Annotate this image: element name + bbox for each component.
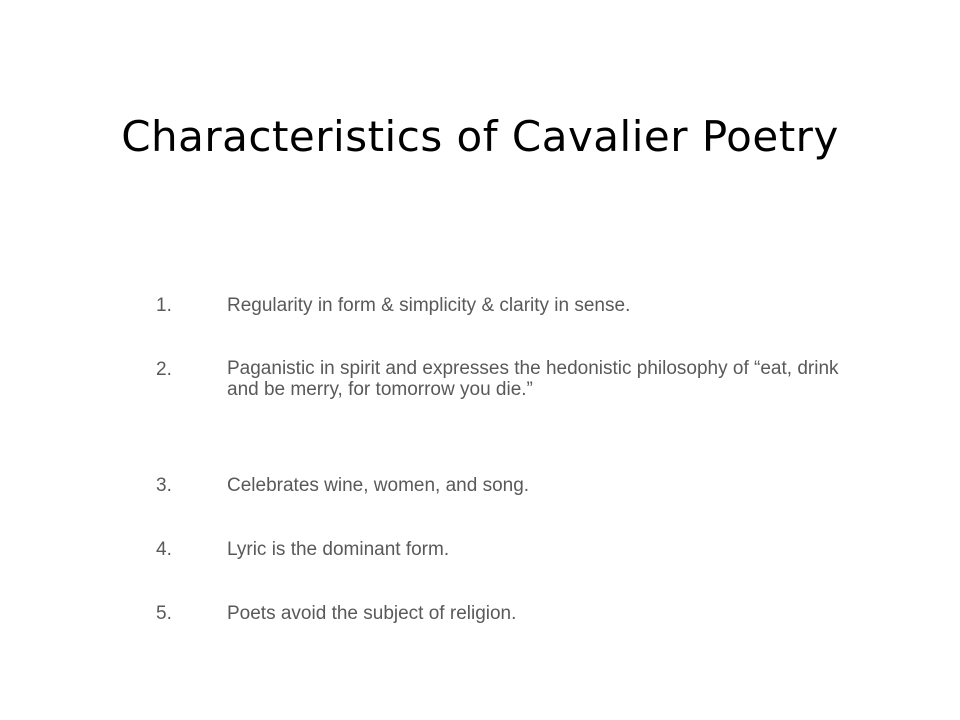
list-item — [152, 474, 852, 498]
list-item-number: 5. — [156, 603, 172, 624]
list-item — [152, 294, 852, 318]
list-item-text: Celebrates wine, women, and song. — [227, 475, 530, 496]
list-item — [152, 602, 852, 626]
list-item — [152, 538, 852, 562]
list-item-number: 2. — [156, 359, 172, 380]
list-item-text: Regularity in form & simplicity & clarity in sense. — [227, 295, 631, 316]
list-item-text: Lyric is the dominant form. — [227, 539, 450, 560]
list-item — [152, 358, 852, 400]
list-item-number: 3. — [156, 475, 172, 496]
list-item-text: Poets avoid the subject of religion. — [227, 603, 517, 624]
list-item-number: 1. — [156, 295, 172, 316]
slide-title: Characteristics of Cavalier Poetry — [121, 112, 839, 161]
list-item-number: 4. — [156, 539, 172, 560]
list-item-text: Paganistic in spirit and expresses the hedonistic philosophy of “eat, drink and be merry, for tomorrow you die.” — [227, 358, 839, 400]
